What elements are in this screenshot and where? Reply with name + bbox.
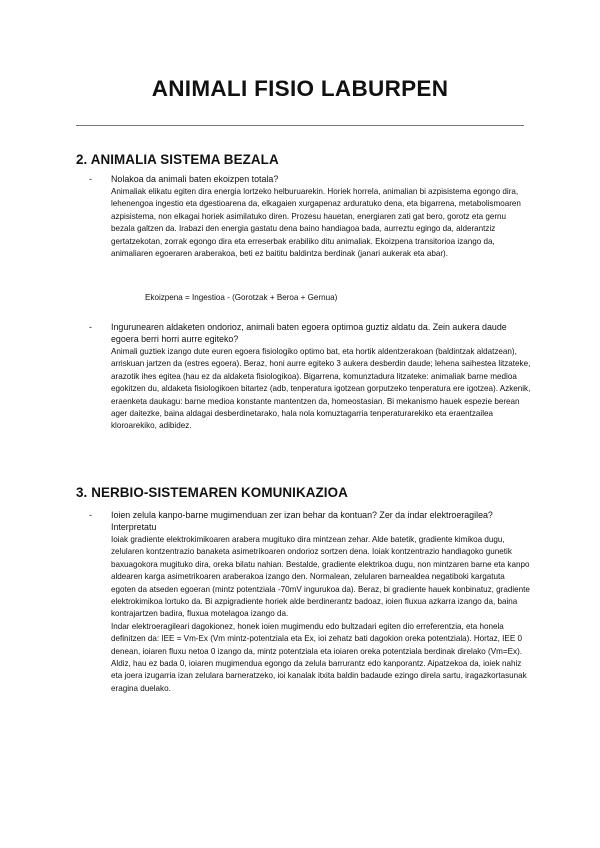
question-text: Nolakoa da animali baten ekoizpen totala? — [111, 174, 279, 184]
bullet-marker: - — [89, 510, 92, 520]
section-heading-2: 2. ANIMALIA SISTEMA BEZALA — [76, 152, 279, 167]
section-heading-3: 3. NERBIO-SISTEMAREN KOMUNIKAZIOA — [76, 485, 348, 500]
answer-paragraph — [111, 534, 531, 695]
answer-paragraph — [111, 346, 531, 433]
answer-text: Ioiak gradiente elektrokimikoaren arabera mugituko dira mintzean zehar. Alde batetik, gradiente kimikoa dugu, zelularen kontzentrazio banaketa asimetrikoaren ondorioz sortzen dena. Ioiak kontzentrazio handiagoko gunetik baxuagokora mugituko dira, oreka bilatu nahian. Bestalde, gradiente elektrikoa dugu, non mintzaren barne eta kanpo aldearen karga asimetrikoaren araberakoa izango den. Normalean, zelularen barnealdea negatiboki kargatuta egoten da atseden egoeran (mintz potentziala -70mV ingurukoa da). Beraz, bi gradiente hauek konbinatuz, gradiente elektrokimikoa lortuko da. Bi azpigradiente horiek alde berdinerantz badoaz, ioien fluxua azkarra izango da, baina kontrajartzen badira, fluxua motelagoa izango da. — [111, 535, 530, 619]
bullet-marker: - — [89, 174, 92, 184]
title-divider — [76, 125, 524, 126]
answer-text: Animali guztiek izango dute euren egoera fisiologiko optimo bat, eta hortik aldentzerakoan (baldintzak aldatzean), arriskuan jartzen da (estres egoera). Beraz, honi aurre egiteko 3 aukera desberdin daude; lehena saihestea litzateke, arazotik ihes egitea (hau ez da aldaketa fisiologikoa). Bigarrena, komunztadura litzateke: animaliak barne medioa egokitzen du, aldaketa fisiologikoen bitartez (adb, tenperatura igotzean gorputzeko tenperatura ere igotzea). Azkenik, eraenketa daukagu: barne medioa konstante mantentzen da, homeostasian. Bi mekanismo hauek espezie berean ager daitezke, baina aldagai desberdinetarako, hala nola komuztagarria tenperaturarekiko eta eraentzailea kloroarekiko, adibidez. — [111, 347, 531, 431]
answer-text-continued: Indar elektroeragileari dagokionez, honek ioien mugimendu edo bultzadari egiten dio erreferentzia, eta honela definitzen da: IEE = Vm-Ex (Vm mintz-potentziala eta Ex, ioi zehatz bati dagokion oreka potentziala). Hortaz, IEE 0 denean, ioiaren fluxu netoa 0 izango da, mintz potentziala eta ioiaren oreka potentziala berdinak direlako (Vm=Ex). Aldiz, hau ez bada 0, ioiaren mugimendua egongo da zelula barrurantz edo kanporantz. Aipatzekoa da, ioiek nahiz eta joera izugarria izan zelulara barneratzeko, ioi kanalak itxita baldin badaude ezingo direla sartu, iragazkortasunak eragina duelako. — [111, 621, 527, 693]
document-title: ANIMALI FISIO LABURPEN — [151, 76, 449, 101]
formula-text: Ekoizpena = Ingestioa - (Gorotzak + Beroa + Gernua) — [145, 293, 338, 302]
answer-paragraph — [111, 186, 531, 260]
question-text: Ingurunearen aldaketen ondorioz, animali baten egoera optimoa guztiz aldatu da. Zein aukera daude egoera berri horri aurre egiteko? — [111, 322, 507, 345]
answer-text: Animaliak elikatu egiten dira energia lortzeko helburuarekin. Horiek horrela, animalian bi azpisistema egongo dira, lehenengoa ingestio eta dgestioarena da, elkagaien xurgapenaz arduratuko dena, eta bigarrena, metabolismoaren azpisistema, non elkagai horiek asimilatuko diren. Prozesu hauetan, energiaren zati gat bero, gorotz eta gernu bezala galtzen da. Irabazi den energia gastatu dena baino handiagoa bada, aurreztu egingo da, alderantziz gertatzekotan, zorrak egongo dira eta erreserbak erabiliko ditu animaliak. Ekoizpena transitorioa izango da, animaliaren egoeraren araberakoa, beti ez baititu baldintza berdinak (janari aukerak eta abar). — [111, 187, 521, 259]
question-text: Ioien zelula kanpo-barne mugimenduan zer izan behar da kontuan? Zer da indar elektroeragilea? Interpretatu — [111, 510, 493, 533]
bullet-marker: - — [89, 322, 92, 332]
